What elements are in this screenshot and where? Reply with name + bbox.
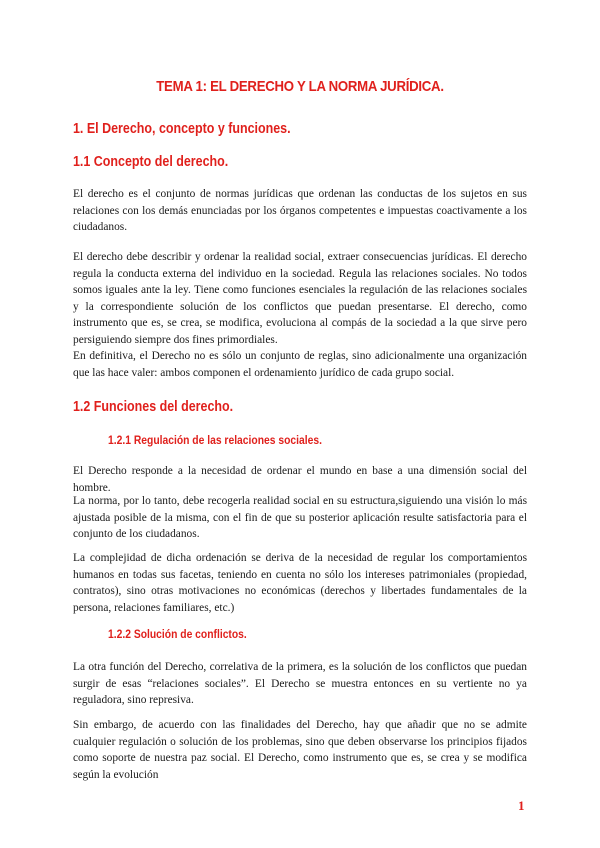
section-heading-1: 1. El Derecho, concepto y funciones. — [73, 121, 291, 137]
paragraph: La otra función del Derecho, correlativa de la primera, es la solución de los conflictos que puedan surgir de esas “relaciones sociales”. El Derecho se muestra entonces en su vertiente no ya reguladora, sino represiva. — [73, 661, 527, 707]
section-heading-1-2-1: 1.2.1 Regulación de las relaciones sociales. — [108, 433, 322, 447]
paragraph: La complejidad de dicha ordenación se deriva de la necesidad de regular los comportamientos humanos en todas sus facetas, teniendo en cuenta no sólo los intereses patrimoniales (propiedad, contratos), sino otras motivaciones no económicas (derechos y libertades fundamentales de la persona, relaciones familiares, etc.) — [73, 552, 527, 614]
paragraph: El derecho debe describir y ordenar la realidad social, extraer consecuencias jurídicas. El derecho regula la conducta externa del individuo en la sociedad. Regula las relaciones sociales. No todos somos iguales ante la ley. Tiene como funciones esenciales la regulación de las relaciones sociales y la correspondiente solución de los conflictos que puedan presentarse. El derecho, como instrumento que es, se crea, se modifica, evoluciona al compás de la sociedad a la que sirve pero persiguiendo siempre dos fines primordiales. — [73, 251, 527, 346]
paragraph: Sin embargo, de acuerdo con las finalidades del Derecho, hay que añadir que no se admite cualquier regulación o solución de los problemas, sino que deben observarse los principios fijados como soporte de nuestra paz social. El Derecho, como instrumento que es, se crea y se modifica según la evolución — [73, 719, 527, 781]
section-heading-1-1: 1.1 Concepto del derecho. — [73, 154, 229, 170]
paragraph: La norma, por lo tanto, debe recogerla realidad social en su estructura,siguiendo una visión lo más ajustada posible de la misma, con el fin de que su posterior aplicación resulte satisfactoria para el conjunto de los ciudadanos. — [73, 495, 527, 541]
paragraph: El Derecho responde a la necesidad de ordenar el mundo en base a una dimensión social del hombre. — [73, 465, 527, 494]
section-heading-1-2: 1.2 Funciones del derecho. — [73, 399, 234, 415]
page-number: 1 — [518, 798, 525, 813]
document-title: TEMA 1: EL DERECHO Y LA NORMA JURÍDICA. — [156, 78, 444, 95]
paragraph: El derecho es el conjunto de normas jurídicas que ordenan las conductas de los sujetos en sus relaciones con los demás enunciadas por los órganos competentes e impuestas coactivamente a los ciudadanos. — [73, 188, 527, 234]
section-heading-1-2-2: 1.2.2 Solución de conflictos. — [108, 627, 247, 641]
paragraph: En definitiva, el Derecho no es sólo un conjunto de reglas, sino adicionalmente una organización que las hace valer: ambos componen el ordenamiento jurídico de cada grupo social. — [73, 350, 527, 379]
